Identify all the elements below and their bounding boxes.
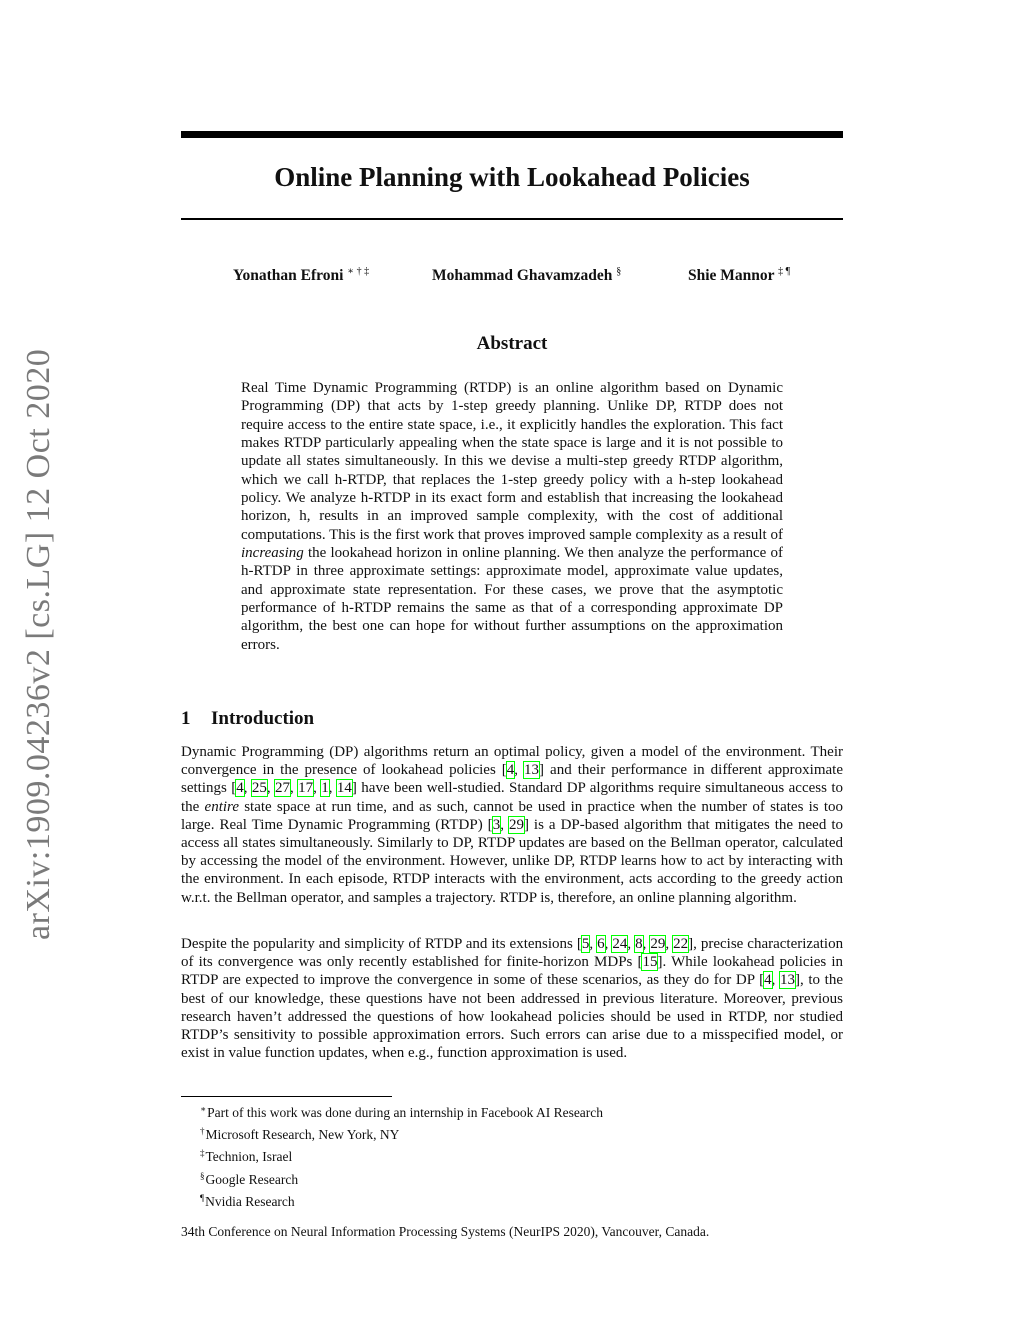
- intro-paragraph-2: Despite the popularity and simplicity of RTDP and its extensions [5, 6, 24, 8, 29, 22], precise characterization of its convergence was only recently established for finite-horizon MDPs [15]. While lookahead policies in RTDP are expected to improve the convergence in some of these scenarios, as they do for DP [4, 13], to the best of our knowledge, these questions have not been addressed in previous literature. Moreover, previous research haven’t addressed the questions of how lookahead policies should be used in RTDP, nor studied RTDP’s sensitivity to possible approximation errors. Such errors can arise due to a misspecified model, or exist in value function updates, when e.g., function approximation is used.: [181, 936, 844, 1062]
- arxiv-identifier: arXiv:1909.04236v2 [cs.LG] 12 Oct 2020: [20, 348, 57, 940]
- section-number: 1: [181, 708, 191, 729]
- citation-link[interactable]: 25: [251, 780, 267, 797]
- author-ghavamzadeh: [432, 266, 621, 285]
- citation-link[interactable]: 17: [298, 780, 314, 797]
- citation-link[interactable]: 5: [581, 936, 590, 952]
- author-affiliation-marks: §: [616, 266, 622, 277]
- author-affiliation-marks: ∗ † ‡: [347, 266, 370, 277]
- intro-paragraph-1: Dynamic Programming (DP) algorithms return an optimal policy, given a model of the environment. Their convergence in the presence of lookahead policies [4, 13] and their performance in different approximate settings [4, 25, 27, 17, 1, 14] have been well-studied. Standard DP algorithms require simultaneous access to the entire state space at run time, and as such, cannot be used in practice when the number of states is too large. Real Time Dynamic Programming (RTDP) [3, 29] is a DP-based algorithm that mitigates the need to access all states simultaneously. Similarly to DP, RTDP updates are based on the Bellman operator, calculated by accessing the model of the environment. However, unlike DP, RTDP learns how to act by interacting with the environment. In each episode, RTDP interacts with the environment, acts according to the greedy action w.r.t. the Bellman operator, and samples a trajectory. RTDP is, therefore, an online planning algorithm.: [181, 744, 844, 906]
- author-name: Yonathan Efroni: [233, 267, 344, 284]
- author-name: Mohammad Ghavamzadeh: [432, 267, 613, 284]
- section-title: Introduction: [211, 708, 315, 729]
- footnote-rule: [181, 1096, 392, 1097]
- citation-link[interactable]: 14: [336, 780, 352, 797]
- footnote-item: §Google Research: [200, 1170, 299, 1187]
- abstract-heading: Abstract: [476, 333, 548, 354]
- author-affiliation-marks: ‡ ¶: [778, 266, 791, 277]
- title-bottom-rule: [181, 218, 843, 220]
- footnotes: [200, 1100, 603, 1211]
- citation-link[interactable]: 13: [524, 762, 540, 779]
- paper-title: Online Planning with Lookahead Policies: [274, 162, 750, 192]
- citation-link[interactable]: 29: [508, 816, 524, 833]
- footnote-item: ∗Part of this work was done during an internship in Facebook AI Research: [200, 1104, 604, 1120]
- citation-link[interactable]: 4: [506, 762, 515, 779]
- author-efroni: [233, 266, 369, 285]
- section-heading-introduction: [181, 708, 843, 730]
- citation-link[interactable]: 27: [275, 780, 290, 797]
- citation-link[interactable]: 15: [642, 954, 658, 971]
- footnote-item: ¶Nvidia Research: [200, 1192, 295, 1209]
- citation-link[interactable]: 8: [635, 936, 643, 952]
- citation-link[interactable]: 13: [780, 972, 796, 989]
- citation-link[interactable]: 1: [321, 780, 329, 797]
- citation-link[interactable]: 24: [612, 936, 628, 952]
- citation-link[interactable]: 6: [597, 936, 605, 952]
- citation-link[interactable]: 29: [650, 936, 666, 952]
- author-name: Shie Mannor: [688, 267, 775, 284]
- footnote-item: ‡Technion, Israel: [200, 1148, 293, 1165]
- citation-link[interactable]: 4: [764, 972, 772, 989]
- author-mannor: [688, 266, 790, 285]
- footnote-item: †Microsoft Research, New York, NY: [200, 1126, 400, 1143]
- citation-link[interactable]: 22: [673, 936, 689, 952]
- conference-notice: 34th Conference on Neural Information Processing Systems (NeurIPS 2020), Vancouver, Canada.: [181, 1224, 710, 1239]
- citation-link[interactable]: 3: [492, 816, 501, 833]
- citation-link[interactable]: 4: [236, 780, 244, 797]
- title-top-rule: [181, 131, 843, 138]
- abstract-text: Real Time Dynamic Programming (RTDP) is an online algorithm based on Dynamic Programming (DP) that acts by 1-step greedy planning. Unlike DP, RTDP does not require access to the entire state space, i.e., it explicitly handles the exploration. This fact makes RTDP particularly appealing when the state space is large and it is not possible to update all states simultaneously. In this we devise a multi-step greedy RTDP algorithm, which we call h-RTDP, that replaces the 1-step greedy policy with a h-step lookahead policy. We analyze h-RTDP in its exact form and establish that increasing the lookahead horizon, h, results in an improved sample complexity, with the cost of additional computations. This is the first work that proves improved sample complexity as a result of increasing the lookahead horizon in online planning. We then analyze the performance of h-RTDP in three approximate settings: approximate model, approximate value updates, and approximate state representation. For these cases, we prove that the asymptotic performance of h-RTDP remains the same as that of a corresponding approximate DP algorithm, the best one can hope for without further assumptions on the approximation errors.: [241, 380, 783, 653]
